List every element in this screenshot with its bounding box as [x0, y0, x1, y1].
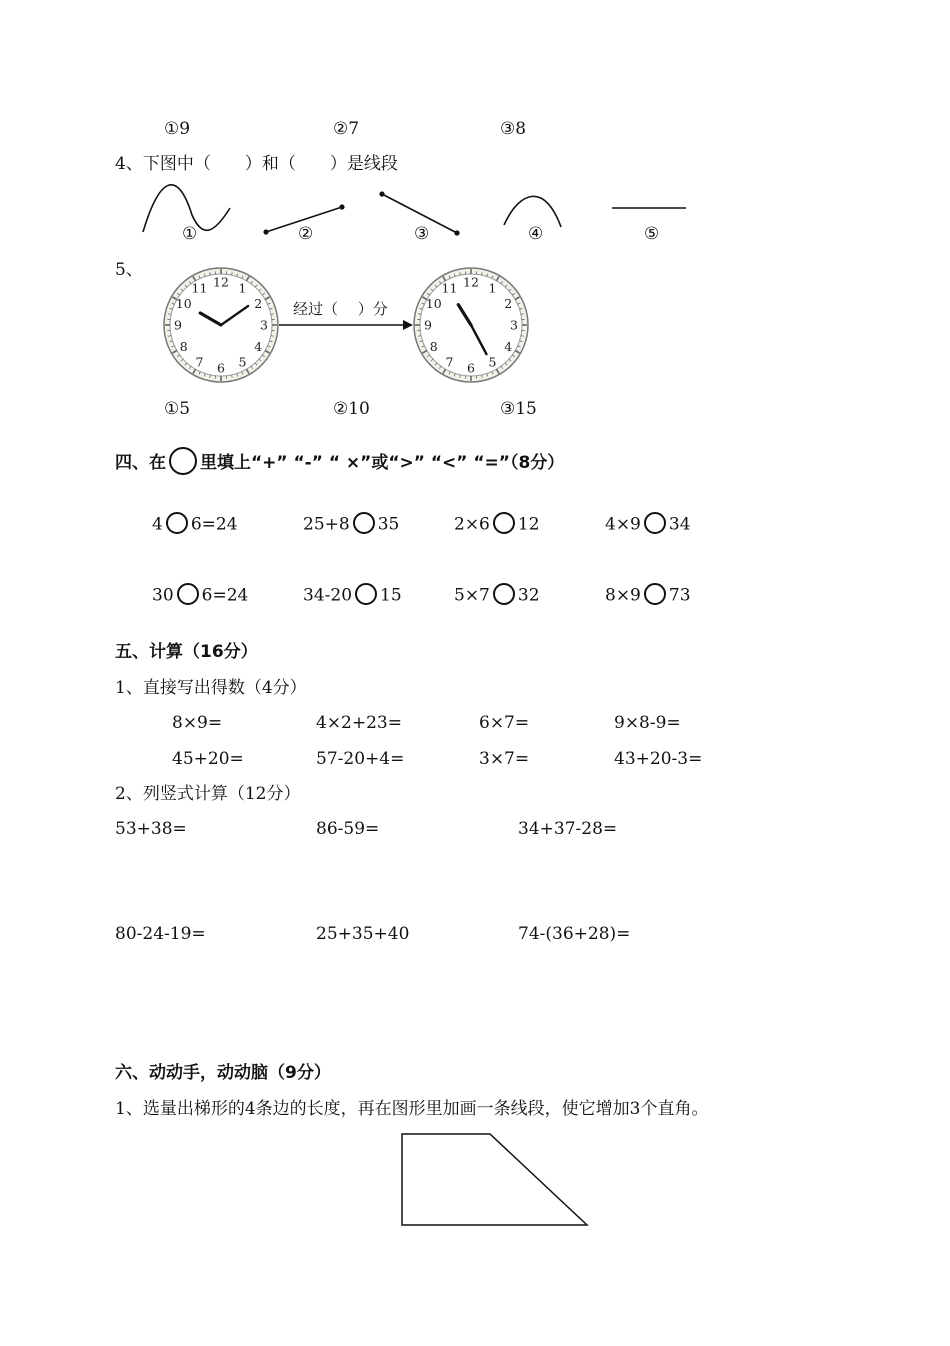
clock-number: 11 — [441, 280, 458, 296]
clock-number: 9 — [174, 317, 182, 333]
q4-label-4: ④ — [528, 224, 544, 244]
oral-item: 3×7= — [479, 749, 530, 769]
clock-number: 9 — [424, 317, 432, 333]
q3-option-1: ①9 — [164, 119, 191, 139]
section6-title: 六、动动手，动动脑（9分） — [115, 1063, 331, 1083]
fill-item: 4 6=24 — [152, 514, 238, 536]
clock-number: 2 — [504, 296, 513, 311]
clock-number: 7 — [195, 354, 204, 370]
vertical-item: 80-24-19= — [115, 924, 206, 944]
clock-number: 10 — [175, 296, 192, 311]
q3-option-2: ②7 — [333, 119, 360, 139]
q4-label-2: ② — [298, 224, 314, 244]
clock-number: 8 — [179, 339, 188, 354]
q4-label-5: ⑤ — [644, 224, 660, 244]
oral-item: 45+20= — [172, 749, 244, 769]
oral-item: 4×2+23= — [316, 713, 402, 733]
fill-item: 8×9 73 — [605, 585, 691, 607]
section5-title: 五、计算（16分） — [115, 642, 258, 662]
q4-label-3: ③ — [414, 224, 430, 244]
clock-number: 3 — [510, 317, 518, 333]
fill-item: 4×9 34 — [605, 514, 691, 536]
oral-item: 43+20-3= — [614, 749, 703, 769]
fill-item: 5×7 32 — [454, 585, 540, 607]
clock-number: 12 — [213, 274, 229, 290]
clock-number: 3 — [260, 317, 268, 333]
q5-option-3: ③15 — [500, 399, 537, 419]
vertical-item: 86-59= — [316, 819, 380, 839]
q5-arrow-text: 经过（ ）分 — [293, 300, 388, 318]
fill-item: 2×6 12 — [454, 514, 540, 536]
fill-item: 25+8 35 — [303, 514, 399, 536]
clock-number: 7 — [445, 354, 454, 370]
clock-number: 4 — [254, 339, 263, 354]
section5-sub1: 1、直接写出得数（4分） — [115, 678, 307, 698]
clock-number: 4 — [504, 339, 513, 354]
clock-number: 5 — [488, 354, 497, 370]
section4-title-pre: 四、在 — [115, 453, 166, 473]
q4-stem: 4、下图中（ ）和（ ）是线段 — [115, 154, 398, 174]
clock-number: 5 — [238, 354, 247, 370]
clock-number: 1 — [238, 280, 247, 296]
section6-q1: 1、选量出梯形的4条边的长度，再在图形里加画一条线段，使它增加3个直角。 — [115, 1099, 709, 1119]
oral-item: 9×8-9= — [614, 713, 681, 733]
q3-option-3: ③8 — [500, 119, 527, 139]
q5-number: 5、 — [115, 260, 143, 280]
clock-number: 2 — [254, 296, 263, 311]
vertical-item: 34+37-28= — [518, 819, 618, 839]
oral-item: 57-20+4= — [316, 749, 405, 769]
oral-item: 8×9= — [172, 713, 223, 733]
clock-number: 12 — [463, 274, 479, 290]
fill-item: 34-20 15 — [303, 585, 402, 607]
clock-number: 1 — [488, 280, 497, 296]
fill-item: 30 6=24 — [152, 585, 248, 607]
section4-title-post: 里填上“+” “-” “ ×”或“>” “<” “=”（8分） — [200, 453, 565, 473]
clock-number: 6 — [467, 360, 475, 376]
section5-sub2: 2、列竖式计算（12分） — [115, 784, 301, 804]
clock-number: 6 — [217, 360, 225, 376]
vertical-item: 53+38= — [115, 819, 187, 839]
q5-option-1: ①5 — [164, 399, 191, 419]
clock-number: 8 — [429, 339, 438, 354]
vertical-item: 74-(36+28)= — [518, 924, 631, 944]
oral-item: 6×7= — [479, 713, 530, 733]
vertical-item: 25+35+40 — [316, 924, 410, 944]
clock-number: 10 — [425, 296, 442, 311]
clock-number: 11 — [191, 280, 208, 296]
q4-label-1: ① — [182, 224, 198, 244]
q5-option-2: ②10 — [333, 399, 370, 419]
